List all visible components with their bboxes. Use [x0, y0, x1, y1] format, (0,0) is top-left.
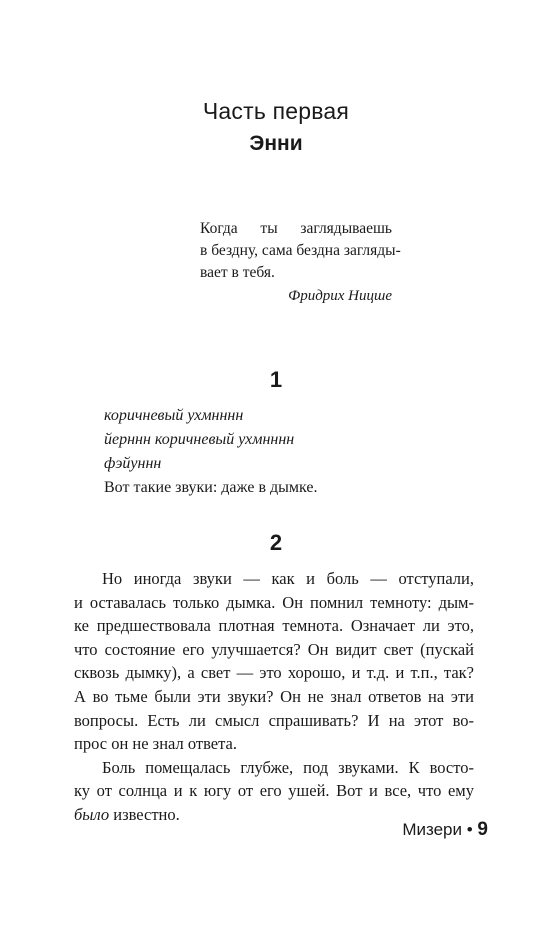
- section-1-text: [104, 404, 464, 500]
- sound-line-1: коричневый ухмнннн: [104, 407, 244, 424]
- prose-line: прос он не знал ответа.: [74, 734, 237, 754]
- prose-line: Но иногда звуки — как и боль — отступали,: [102, 569, 474, 588]
- chapter-name: Энни: [249, 132, 303, 155]
- epigraph-line-1: [200, 218, 392, 240]
- prose-line: А во тьме были эти звуки? Он не знал ответов на эти: [74, 686, 474, 706]
- epigraph-line-2: в бездну, сама бездна загляды-: [200, 242, 401, 259]
- part-title: Часть первая: [202, 98, 350, 124]
- epigraph-author: Фридрих Ницше: [288, 288, 392, 304]
- epigraph: [200, 218, 401, 284]
- section-number-1: 1: [269, 367, 283, 392]
- epigraph-word: заглядываешь: [300, 220, 392, 237]
- running-footer: [402, 819, 488, 841]
- epigraph-word: Когда: [200, 220, 238, 237]
- sound-line-3: фэйуннн: [104, 455, 162, 472]
- epigraph-line-3: вает в тебя.: [200, 264, 275, 281]
- prose-line: сквозь дымку), а свет — это хорошо, и т.д. и т.п., так?: [74, 663, 474, 683]
- footer-bullet: •: [466, 820, 473, 839]
- prose-line: ке предшествовала плотная темнота. Означает ли это,: [74, 616, 474, 636]
- last-line-rest: известно.: [109, 804, 180, 824]
- epigraph-word: ты: [260, 220, 278, 237]
- section-1-line: Вот такие звуки: даже в дымке.: [104, 479, 318, 496]
- prose-line: и оставалась только дымка. Он помнил темноту: дым-: [74, 592, 474, 612]
- book-title: Мизери: [402, 820, 462, 839]
- prose-line: ку от солнца и к югу от его ушей. Вот и все, что ему: [74, 781, 474, 801]
- prose-line: Боль помещалась глубже, под звуками. К восто-: [102, 757, 474, 777]
- section-2-text: [74, 567, 474, 827]
- prose-line: что состояние его улучшается? Он видит свет (пускай: [74, 639, 474, 659]
- italic-word: было: [74, 804, 110, 824]
- section-number-2: 2: [269, 530, 283, 555]
- sound-line-2: йерннн коричневый ухмнннн: [104, 431, 295, 448]
- page-number: 9: [477, 819, 488, 840]
- prose-line: вопросы. Есть ли смысл спрашивать? И на этот во-: [74, 710, 474, 730]
